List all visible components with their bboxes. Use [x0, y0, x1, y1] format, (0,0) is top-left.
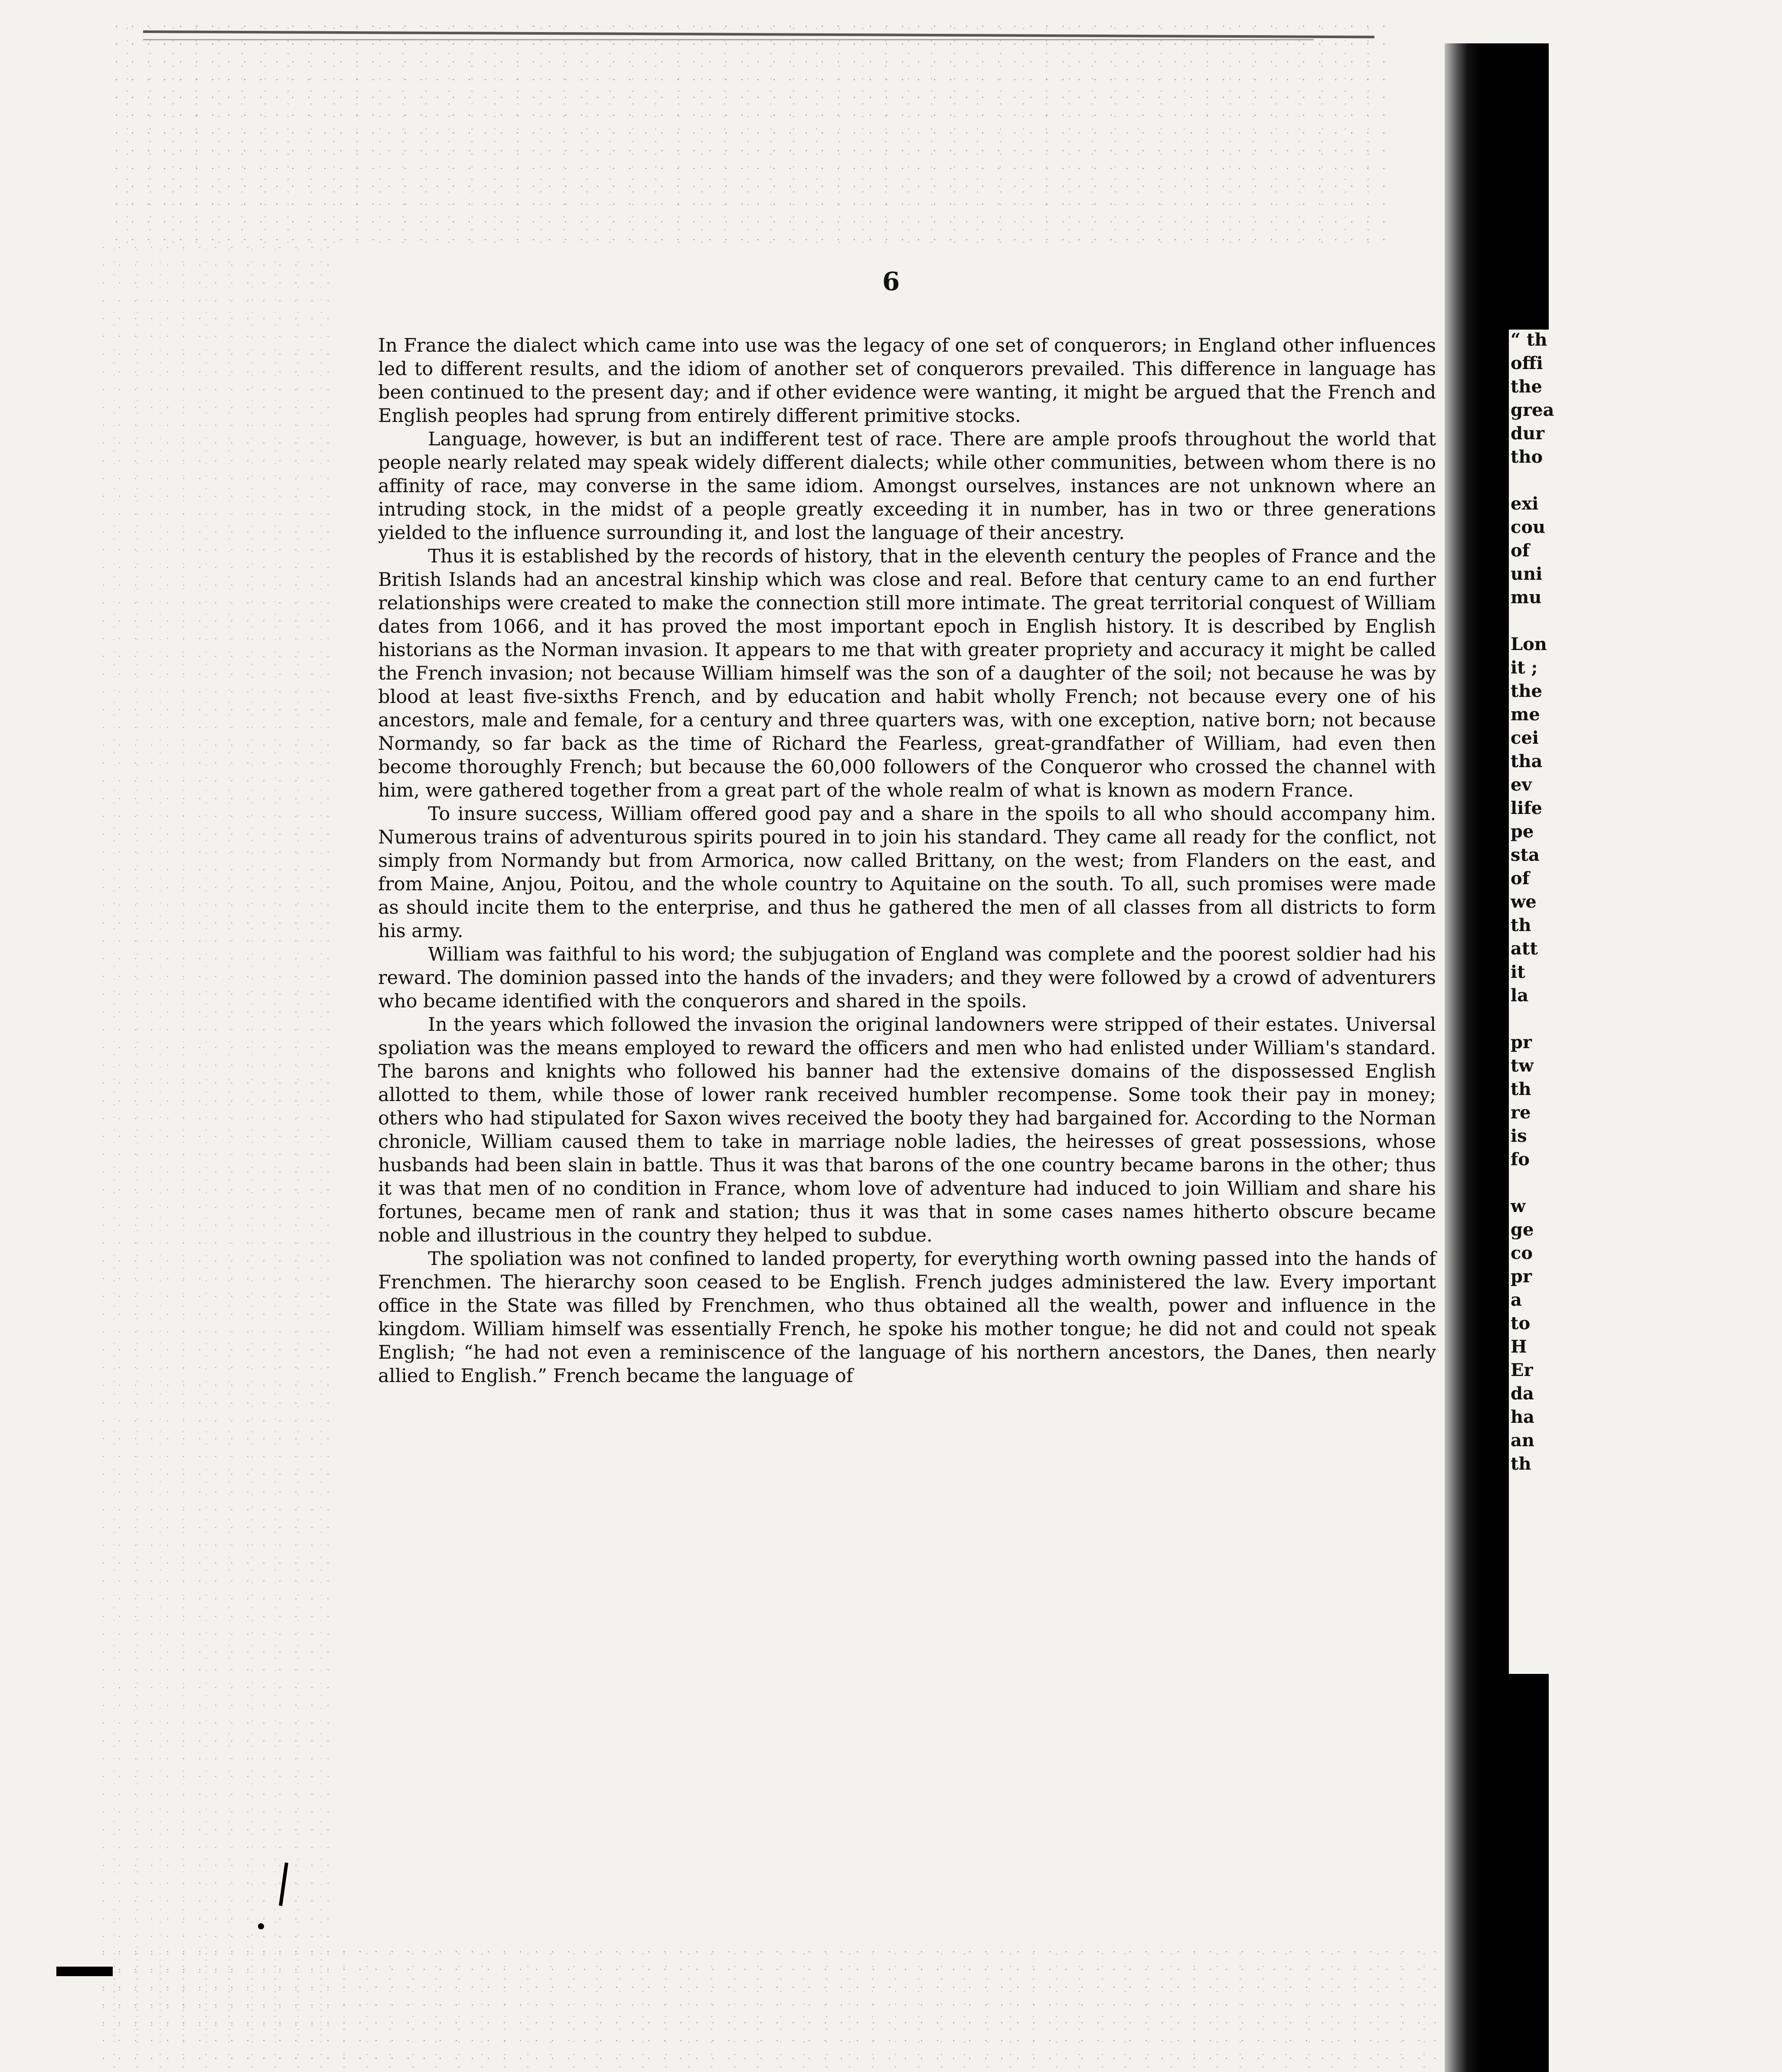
facing-page-fragment: of [1511, 540, 1530, 561]
facing-page-fragment: th [1511, 1454, 1531, 1474]
scan-noise-top [108, 17, 1387, 243]
facing-page-fragment: it ; [1511, 657, 1538, 678]
facing-page-fragment: la [1511, 985, 1529, 1006]
facing-page-fragment: pe [1511, 821, 1534, 842]
paragraph: In the years which followed the invasion the original landowners were stripped of their estates. Universal spoliation was the means employed to reward the officers and men who had enlisted under William's standard. The barons and knights who followed his banner had the extensive domains of the dispossessed English allotted to them, while those of lower rank received humbler recompense. Some took their pay in money; others who had stipulated for Saxon wives received the booty they had bargained for. According to the Norman chronicle, William caused them to take in marriage noble ladies, the heiresses of great possessions, whose husbands had been slain in battle. Thus it was that barons of the one country became barons in the other; thus it was that men of no condition in France, whom love of adventure had induced to join William and share his fortunes, became men of rank and station; thus it was that in some cases names hitherto obscure became noble and illustrious in the country they helped to subdue. [378, 1014, 1436, 1246]
facing-page-fragment: att [1511, 938, 1538, 959]
facing-page-fragment: H [1511, 1337, 1527, 1357]
paragraph: Language, however, is but an indifferent test of race. There are ample proofs throughout the world that people nearly related may speak widely different dialects; while other communities, between whom there is no affinity of race, may converse in the same idiom. Amongst ourselves, instances are not unknown where an intruding stock, in the midst of a people greatly exceeding it in number, has in two or three generations yielded to the influence surrounding it, and lost the language of their ancestry. [378, 428, 1436, 544]
facing-page-fragment: of [1511, 868, 1530, 889]
paragraph: William was faithful to his word; the subjugation of England was complete and the poorest soldier had his reward. The dominion passed into the hands of the invaders; and they were followed by a crowd of adventurers who became identified with the conquerors and shared in the spoils. [378, 944, 1436, 1012]
facing-page-fragment: uni [1511, 564, 1543, 584]
margin-blot [56, 1967, 113, 1976]
facing-page-fragment: it [1511, 962, 1525, 982]
facing-page-fragment: ha [1511, 1407, 1534, 1427]
facing-page-fragment: w [1511, 1196, 1526, 1216]
facing-page-fragment: pr [1511, 1266, 1532, 1287]
facing-page-fragment: cei [1511, 728, 1539, 748]
facing-page-fragment: th [1511, 915, 1531, 935]
facing-page-fragment: dur [1511, 423, 1545, 444]
facing-page-fragment: Lon [1511, 634, 1547, 654]
facing-page-fragment: a [1511, 1290, 1522, 1310]
facing-page-fragment: to [1511, 1313, 1531, 1333]
facing-page-fragment: life [1511, 798, 1543, 818]
margin-dot [258, 1923, 264, 1929]
facing-page-fragment: grea [1511, 400, 1554, 420]
facing-page-fragment: me [1511, 704, 1540, 725]
paragraph: In France the dialect which came into use was the legacy of one set of conquerors; in England other influences led to different results, and the idiom of another set of conquerors prevailed. This difference in language has been continued to the present day; and if other evidence were wanting, it might be argued that the French and English peoples had sprung from entirely different primitive stocks. [378, 335, 1436, 427]
top-edge-rule-secondary [143, 39, 1314, 40]
facing-page-fragment: offi [1511, 353, 1543, 373]
facing-page-fragment: co [1511, 1243, 1533, 1263]
facing-page-fragment: “ th [1511, 330, 1547, 350]
facing-page-fragment: fo [1511, 1149, 1530, 1170]
facing-page-fragment: da [1511, 1383, 1534, 1404]
facing-page-fragment: ge [1511, 1219, 1534, 1240]
facing-page-fragment: tw [1511, 1056, 1534, 1076]
facing-page-fragment: cou [1511, 517, 1546, 537]
paragraph: To insure success, William offered good pay and a share in the spoils to all who should accompany him. Numerous trains of adventurous spirits poured in to join his standard. They came all ready for the conflict, not simply from Normandy but from Armorica, now called Brittany, on the west; from Flanders on the east, and from Maine, Anjou, Poitou, and the whole country to Aquitaine on the south. To all, such promises were made as should incite them to the enterprise, and thus he gathered the men of all classes from all districts to form his army. [378, 803, 1436, 942]
paragraph: Thus it is established by the records of history, that in the eleventh century the peoples of France and the British Islands had an ancestral kinship which was close and real. Before that century came to an end further relationships were created to make the connection still more intimate. The great territorial conquest of William dates from 1066, and it has proved the most important epoch in English history. It is described by English historians as the Norman invasion. It appears to me that with greater propriety and accuracy it might be called the French invasion; not because William himself was the son of a daughter of the soil; not because he was by blood at least five-sixths French, and by education and habit wholly French; not because every one of his ancestors, male and female, for a century and three quarters was, with one exception, native born; not because Normandy, so far back as the time of Richard the Fearless, great-grandfather of William, had even then become thoroughly French; but because the 60,000 followers of the Conqueror who crossed the channel with him, were gathered together from a great part of the whole realm of what is known as modern France. [378, 546, 1436, 801]
facing-page-fragment: tha [1511, 751, 1543, 771]
facing-page-fragment: re [1511, 1102, 1531, 1123]
facing-page-fragment: ev [1511, 775, 1532, 795]
facing-page-strip [1509, 330, 1554, 1674]
facing-page-fragment: the [1511, 376, 1543, 397]
paragraph: The spoliation was not confined to landed property, for everything worth owning passed into the hands of Frenchmen. The hierarchy soon ceased to be English. French judges administered the law. Every important office in the State was filled by Frenchmen, who thus obtained all the wealth, power and influence in the kingdom. William himself was essentially French, he spoke his mother tongue; he did not and could not speak English; “he had not even a reminiscence of the language of his northern ancestors, the Danes, then nearly allied to English.” French became the language of [378, 1248, 1436, 1387]
facing-page-fragment: is [1511, 1126, 1527, 1146]
facing-page-fragment: mu [1511, 587, 1542, 608]
facing-page-fragment: we [1511, 892, 1537, 912]
facing-page-fragment: sta [1511, 845, 1540, 865]
facing-page-fragment: th [1511, 1079, 1531, 1099]
facing-page-fragment: an [1511, 1430, 1534, 1451]
facing-page-fragment: tho [1511, 447, 1543, 467]
page-number: 6 [882, 267, 900, 296]
facing-page-fragment: the [1511, 681, 1543, 701]
facing-page-fragment: pr [1511, 1032, 1532, 1052]
facing-page-fragment: Er [1511, 1360, 1533, 1380]
scan-noise-bottom [95, 1943, 1483, 2069]
body-text [378, 334, 1436, 1388]
scan-noise-left-margin [95, 239, 338, 2038]
facing-page-fragment: exi [1511, 493, 1539, 514]
